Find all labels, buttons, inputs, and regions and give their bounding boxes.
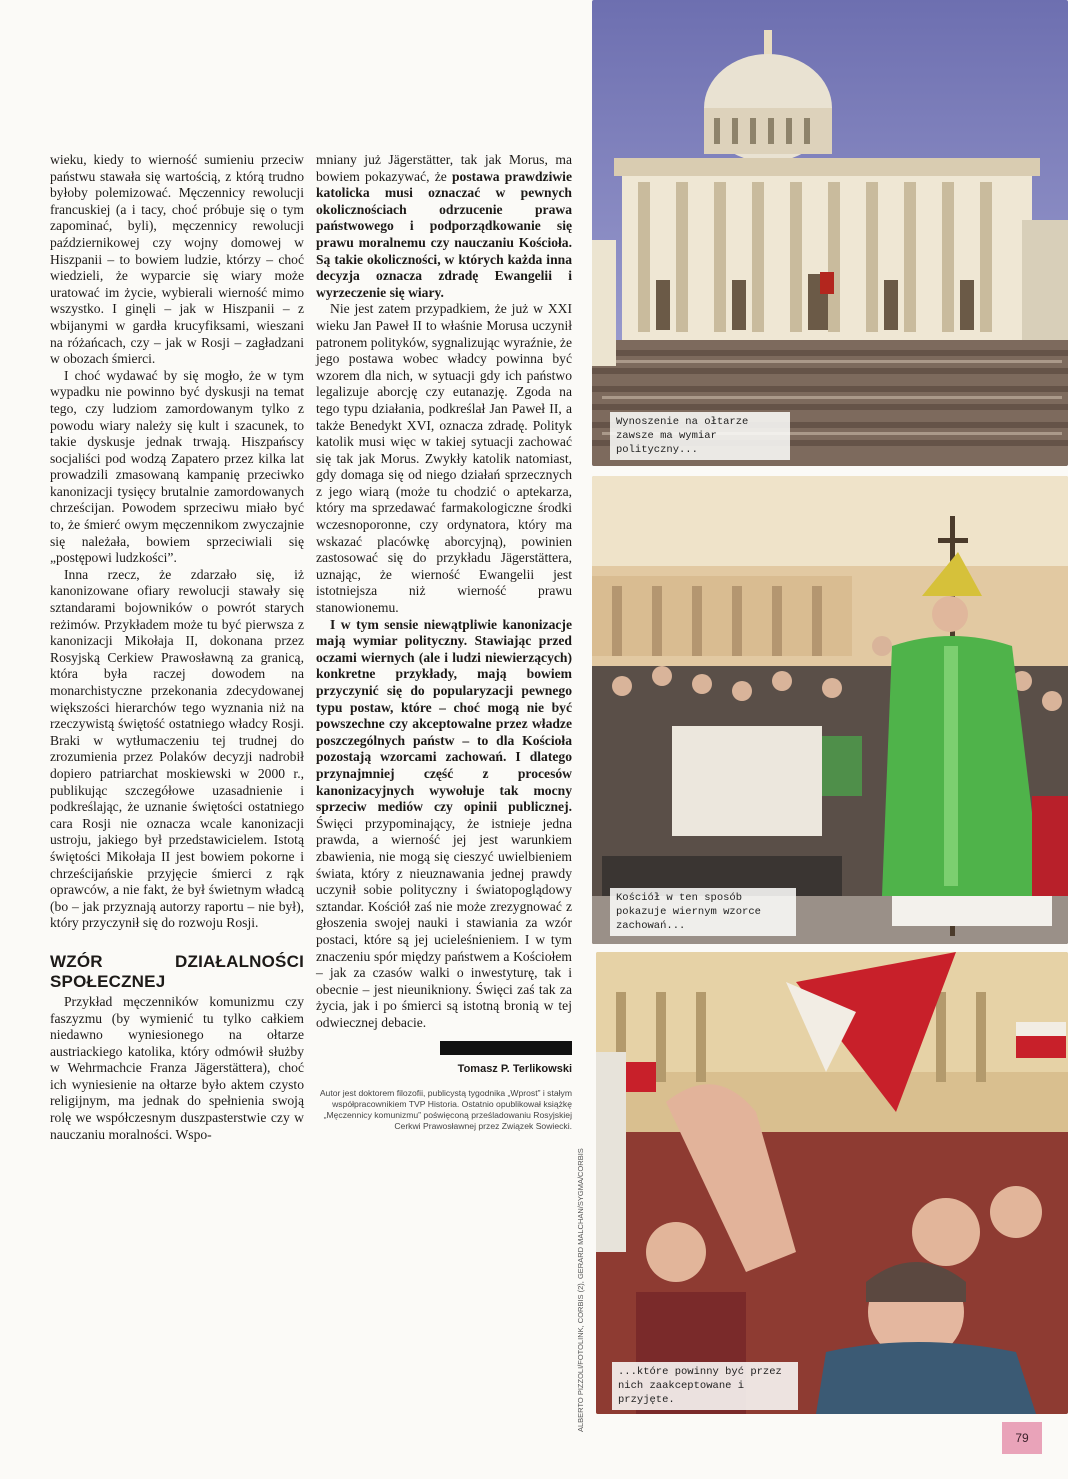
paragraph-emphasis: postawa prawdziwie katolicka musi oznaczać w pewnych okolicznościach odrzucenie prawa państwowego i podporządkowanie się prawu moralnemu czy nauczaniu Kościoła. Są takie okoliczności, w których każda inna decyzja oznacza zdradę Ewangelii i wyrzeczenie się wiary. bbox=[316, 168, 572, 300]
article-column-2 bbox=[316, 152, 572, 1132]
paragraph: Nie jest zatem przypadkiem, że już w XXI wieku Jan Paweł II to właśnie Morusa uczynił patronem polityków, sygnalizując wyraźnie, że jego postawa wobec władcy powinna być wzorem dla nich, w sytuacji gdy ich państwo legalizuje aborcję czy eutanazję. Zgoda na tego typu działania, podkreślał Jan Paweł II, a także Benedykt XVI, oznacza zdradę. Polityk katolik musi więc w takiej sytuacji zachować się tak jak Morus. Zwykły katolik natomiast, gdy domaga się od niego działań sprzecznych z jego wiarą (może tu chodzić o aptekarza, który ma sprzedawać farmakologiczne środki wczesnoporonne, czy ordynatora, który ma wskazać placówkę aborcyjną), powinien zastosować się do przykładu Jägerstättera, uznając, że wierność Ewangelii jest istotniejsza niż wierność prawu stanowionemu. bbox=[316, 301, 572, 616]
page-number: 79 bbox=[1002, 1422, 1042, 1454]
crowd-illustration bbox=[596, 952, 1068, 1414]
author-divider bbox=[440, 1041, 572, 1055]
photo-credit: ALBERTO PIZZOLI/FOTOLINK, CORBIS (2), GERARD MALCHAN/SYGMA/CORBIS bbox=[576, 1148, 585, 1432]
article-column-1 bbox=[50, 152, 304, 1143]
basilica-photo bbox=[592, 0, 1068, 466]
photo-caption: ...które powinny być przez nich zaakceptowane i przyjęte. bbox=[612, 1362, 798, 1410]
paragraph: Inna rzecz, że zdarzało się, iż kanonizowane ofiary rewolucji stawały się sztandarami bojowników o powrót starych reżimów. Przykładem może tu być pierwsza z kanonizacji Mikołaja II, dokonana przez Rosyjską Cerkiew Prawosławną za granicą, która była raczej dowodem na monarchistyczne przekonania zdecydowanej większości hierarchów tego wyznania niż na rzeczywistą świętość ostatniego władcy Rosji. Braki w wytłumaczeniu tej trudnej do zrozumienia przez Polaków decyzji nadrobił dopiero patriarchat moskiewski w 2000 r., publikując szczegółowe uzasadnienie i podkreślając, że uznanie świętości ostatniego cara Rosji nie oznacza wcale kanonizacji ustroju, jakiego był przedstawicielem. Istotą świętości Mikołaja II jest bowiem pokorne i chrześcijańskie przyjęcie śmierci z rąk oprawców, a nie fakt, że był świetnym władcą (bo – jak przyznają autorzy raportu – nie był), który przyczynił się do rozwoju Rosji. bbox=[50, 566, 304, 931]
paragraph: wieku, kiedy to wierność sumieniu przeciw państwu stawała się wartością, z którą trudno byłoby polemizować. Męczennicy rewolucji francuskiej (a i tacy, choć próbuje się o tym zapominać, byli), męczennicy rewolucji październikowej czy wojny domowej w Hiszpanii – to bowiem ludzie, którzy – choć wiedzieli, że wyparcie się wiary może uratować im życie, wybierali wierność mimo wszystko. I ginęli – jak w Hiszpanii – z wbijanymi w gardła krucyfiksami, wieszani na różańcach, czy – jak w Rosji – zagładzani w obozach śmierci. bbox=[50, 152, 304, 367]
author-name: Tomasz P. Terlikowski bbox=[457, 1063, 572, 1076]
pope-photo bbox=[592, 476, 1068, 944]
paragraph bbox=[316, 152, 572, 301]
photo-caption: Wynoszenie na ołtarze zawsze ma wymiar polityczny... bbox=[610, 412, 790, 460]
section-heading: WZÓR DZIAŁALNOŚCI SPOŁECZNEJ bbox=[50, 951, 304, 991]
paragraph-text: Święci przypominający, że istnieje jedna prawda, a wierność jej jest warunkiem zbawienia, nie mogą się cieszyć uwielbieniem świata, który z nieuznawania jednej prawdy uczynił sobie polityczny i światopoglądowy sztandar. Kościół zaś nie może zrezygnować z głoszenia swojej nauki i stawiania za wzór postaci, które są jej ucieleśnieniem. I w tym znaczeniu spór między państwem a Kościołem – jak za czasów walki o inwestyturę, tak i obecnie – jest nieunikniony. Święci zaś tak za życia, jak i po śmierci są istotną bronią w tej odwiecznej debacie. bbox=[316, 815, 572, 1030]
paragraph bbox=[316, 617, 572, 1032]
paragraph: Przykład męczenników komunizmu czy faszyzmu (by wymienić tu tylko całkiem niedawno wyniesionego na ołtarze austriackiego katolika, który odmówił służby w Wehrmachcie Franza Jägerstättera), choć ich wyniesienie na ołtarze było aktem czysto religijnym, ma jednak do spełnienia swoją rolę we współczesnym duszpasterstwie czy w nauczaniu moralności. Wspo- bbox=[50, 993, 304, 1142]
author-bio: Autor jest doktorem filozofii, publicystą tygodnika „Wprost” i stałym współpracownikiem TVP Historia. Ostatnio opublikował książkę „Męczennicy komunizmu” poświęconą prześladowaniu Rosyjskiej Cerkwi Prawosławnej przez Związek Sowiecki. bbox=[319, 1088, 572, 1132]
paragraph: I choć wydawać by się mogło, że w tym wypadku nie powinno być dyskusji na temat tego, czy ludziom zamordowanym tylko z powodu wiary należy się kult i szacunek, to takie dyskusje jednak trwają. Hiszpańscy socjaliści pod wodzą Zapatero przez kilka lat prowadzili zmasowaną kampanię przeciwko kanonizacji tysięcy brutalnie zamordowanych chrześcijan. Powodem sprzeciwu miało być to, że śmierć owym męczennikom zwyczajnie się należała, bowiem sprzeciwiali się „postępowi ludzkości”. bbox=[50, 367, 304, 566]
basilica-illustration bbox=[592, 0, 1068, 466]
crowd-photo bbox=[596, 952, 1068, 1414]
pope-illustration bbox=[592, 476, 1068, 944]
paragraph-text: mniany już Jägerstätter, tak jak Morus, ma bowiem pokazywać, że bbox=[316, 152, 572, 184]
photo-caption: Kościół w ten sposób pokazuje wiernym wzorce zachowań... bbox=[610, 888, 796, 936]
paragraph-emphasis: I w tym sensie niewątpliwie kanonizacje mają wymiar polityczny. Stawiając przed oczami wiernych (ale i ludzi niewierzących) konkretne przykłady, mają bowiem przyczynić się do popularyzacji pewnego typu postaw, które – choć mogą nie być powszechne czy akceptowalne przez władze poszczególnych państw – to dla Kościoła pozostają wzorcami zachowań. I dlatego przynajmniej część z procesów kanonizacyjnych wywołuje tak mocny sprzeciw mediów czy opinii publicznej. bbox=[316, 616, 572, 815]
